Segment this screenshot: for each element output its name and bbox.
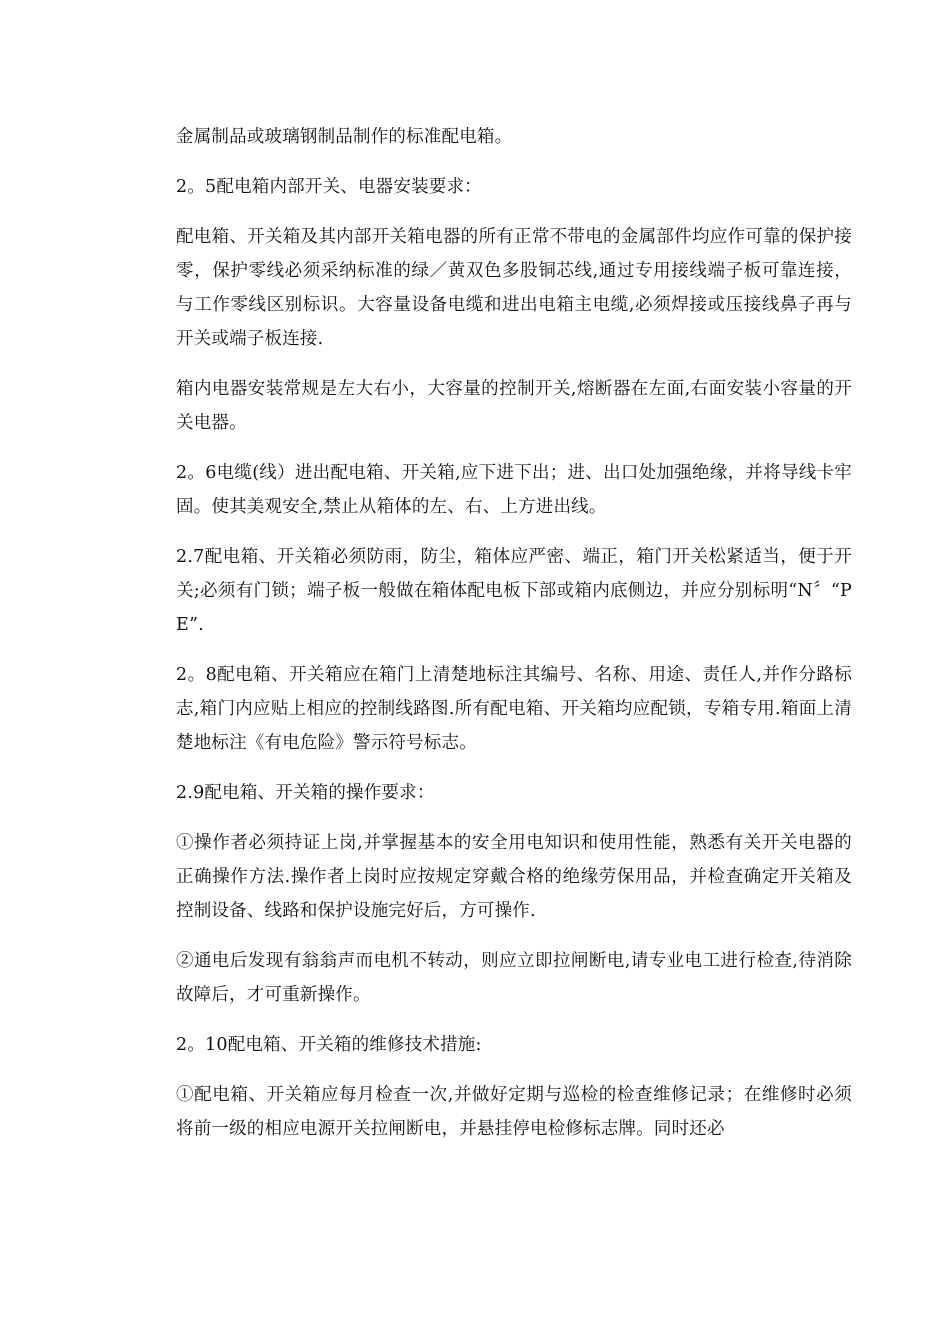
- document-body: [176, 120, 852, 1162]
- paragraph-1: 金属制品或玻璃钢制品制作的标准配电箱。: [176, 127, 513, 147]
- paragraph-2-6: 2。6电缆(线）进出配电箱、开关箱,应下进下出；进、出口处加强绝缘，并将导线卡牢固。使其美观安全,禁止从箱体的左、右、上方进出线。: [176, 463, 852, 517]
- paragraph-4: 箱内电器安装常规是左大右小，大容量的控制开关,熔断器在左面,右面安装小容量的开关电器。: [176, 379, 852, 433]
- paragraph-3: 配电箱、开关箱及其内部开关箱电器的所有正常不带电的金属部件均应作可靠的保护接零，保护零线必须采纳标准的绿／黄双色多股铜芯线,通过专用接线端子板可靠连接，与工作零线区别标识。大容量设备电缆和进出电箱主电缆,必须焊接或压接线鼻子再与开关或端子板连接.: [176, 227, 852, 349]
- section-heading-2-5: 2。5配电箱内部开关、电器安装要求：: [176, 177, 482, 197]
- list-item-2-9-1: ①操作者必须持证上岗,并掌握基本的安全用电知识和使用性能，熟悉有关开关电器的正确操作方法.操作者上岗时应按规定穿戴合格的绝缘劳保用品，并检查确定开关箱及控制设备、线路和保护设施完好后，方可操作.: [176, 833, 852, 921]
- paragraph-2-8: 2。8配电箱、开关箱应在箱门上清楚地标注其编号、名称、用途、责任人,并作分路标志,箱门内应贴上相应的控制线路图.所有配电箱、开关箱均应配锁，专箱专用.箱面上清楚地标注《有电危险》警示符号标志。: [176, 665, 852, 753]
- section-heading-2-9: 2.9配电箱、开关箱的操作要求：: [176, 783, 435, 803]
- section-heading-2-10: 2。10配电箱、开关箱的维修技术措施:: [176, 1035, 482, 1055]
- paragraph-2-7: 2.7配电箱、开关箱必须防雨，防尘，箱体应严密、端正，箱门开关松紧适当，便于开关;必须有门锁；端子板一般做在箱体配电板下部或箱内底侧边，并应分别标明“N〞“PE”.: [176, 547, 852, 635]
- list-item-2-9-2: ②通电后发现有翁翁声而电机不转动，则应立即拉闸断电,请专业电工进行检查,待消除故障后，才可重新操作。: [176, 951, 852, 1005]
- list-item-2-10-1: ①配电箱、开关箱应每月检查一次,并做好定期与巡检的检查维修记录；在维修时必须将前一级的相应电源开关拉闸断电，并悬挂停电检修标志牌。同时还必: [176, 1085, 852, 1139]
